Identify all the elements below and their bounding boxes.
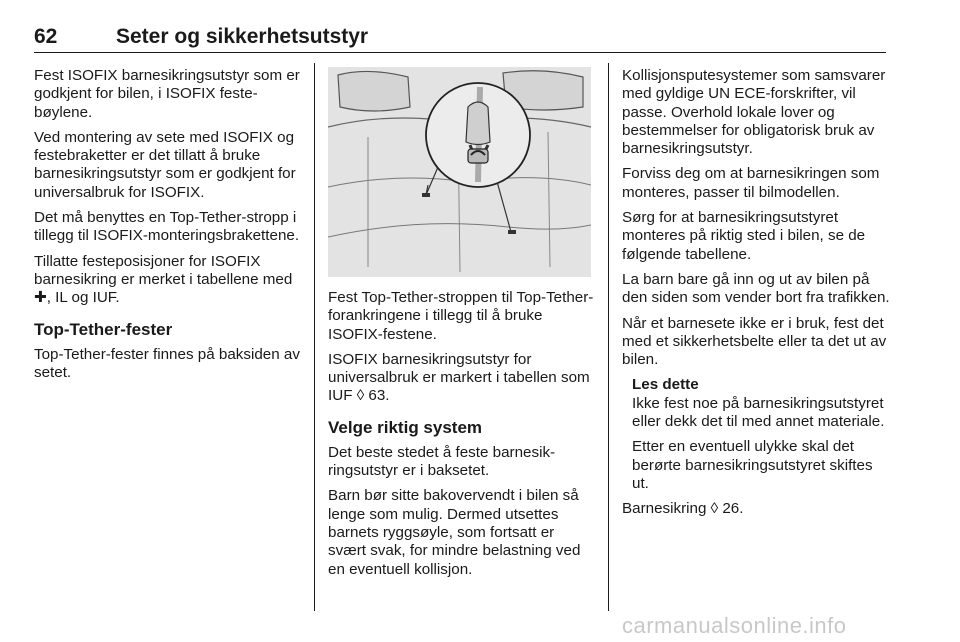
note-text: Ikke fest noe på barnesikringsutstyret eller dekk det til med annet materiale. [632,394,885,431]
heading-top-tether: Top-Tether-fester [34,319,173,339]
paragraph-fit-model: Forviss deg om at barnesikringen som monteres, passer til bilmodellen. [622,165,880,201]
column-left [34,67,302,389]
paragraph-isofix-intro: Fest ISOFIX barnesikringsutstyr som er godkjent for bilen, i ISOFIX festebøylene. [34,67,300,121]
paragraph-isofix-brackets: Ved montering av sete med ISOFIX og festebraketter er det tillatt å bruke barnesikringsutstyr som er godkjent for universalbruk for ISOFIX. [34,128,296,201]
paragraph-traffic-side: La barn bare gå inn og ut av bilen på den siden som vender bort fra trafikken. [622,270,890,307]
paragraph-back-seat: Det beste stedet å feste barnesikringsutstyr er i baksetet. [328,443,556,480]
page-reference-link[interactable]: ◊ 63. [356,387,390,405]
page-title: Seter og sikkerhetsutstyr [116,25,369,48]
page-header [34,22,886,53]
note-title: Les dette [632,376,699,394]
paragraph-correct-place: Sørg for at barnesikringsutstyret monteres på riktig sted i bilen, se de følgende tabellene. [622,209,866,263]
note-paragraph-accident: Etter en eventuell ulykke skal det berørte barnesikringsutstyret skiftes ut. [632,438,873,492]
paragraph-positions [34,253,302,308]
text-positions: Tillatte festeposisjoner for ISOFIX barnesikring er merket i tabellene med [34,252,293,288]
paragraph-airbag: Kollisjonsputesystemer som samsvarer med gyldige UN ECE-forskrifter, vil passe. Overhold lokale lover og bestemmelser for obligatorisk bruk av barnesikringsutstyr. [622,67,886,158]
paragraph-not-in-use: Når et barnesete ikke er i bruk, fest det med et sikkerhetsbelte eller ta det ut av bilen. [622,314,887,369]
paragraph-iuf [328,351,596,406]
paragraph-fasten-tether: Fest Top-Tether-stroppen til Top-Tether-forankringene i tillegg til å bruke ISOFIX-festene. [328,289,594,343]
column-right [622,67,890,526]
text-iuf: ISOFIX barnesikringsutstyr for universalbruk er markert i tabellen som IUF [328,350,590,405]
note-box [632,376,890,493]
isofix-illustration [328,67,591,277]
watermark: carmanualsonline.info [622,613,847,638]
column-divider [314,63,315,611]
paragraph-top-tether-location: Top-Tether-fester finnes på baksiden av setet. [34,345,300,381]
page-reference-link[interactable]: ◊ 26. [710,500,744,518]
page-number: 62 [34,25,58,48]
note-paragraph [632,376,890,431]
column-divider [608,63,609,611]
seat-anchor-drawing [328,67,591,277]
text-positions-end: , IL og IUF. [46,289,120,307]
text-child-restraint: Barnesikring [622,500,711,518]
paragraph-child-restraint-ref [622,500,890,518]
paragraph-top-tether-strap: Det må benyttes en Top-Tether-stropp i tillegg til ISOFIX-monteringsbrakettene. [34,209,300,245]
paragraph-rear-facing: Barn bør sitte bakovervendt i bilen så lenge som mulig. Dermed utsettes barnets ryggsøyle, som fortsatt er svært svak, for mindre belastning ved en eventuell kollisjon. [328,487,581,578]
heading-choose-system: Velge riktig system [328,417,483,437]
column-middle [328,289,596,586]
plus-symbol-icon: ✚ [34,289,47,307]
